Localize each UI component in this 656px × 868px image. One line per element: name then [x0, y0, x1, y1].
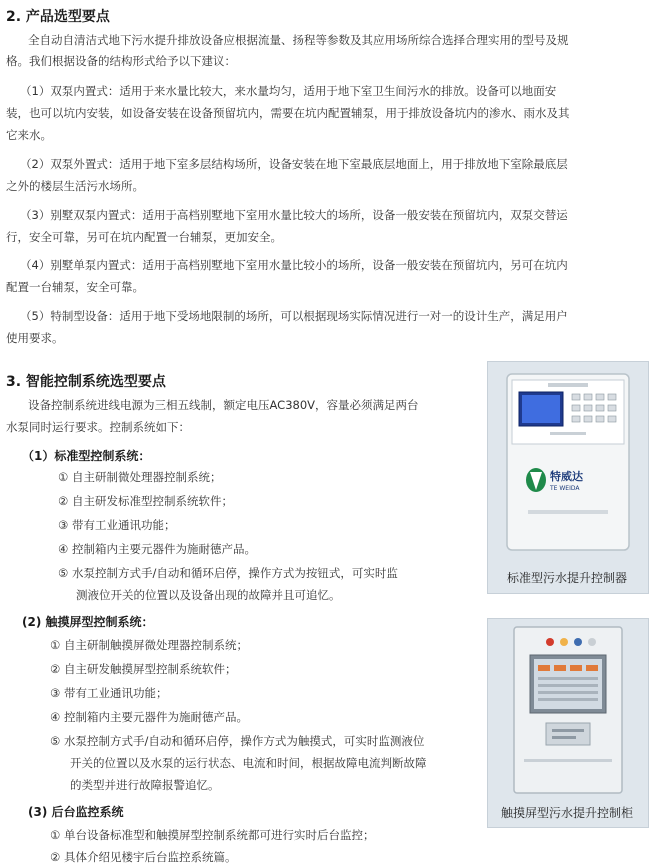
section2-intro-l1: 全自动自清洁式地下污水提升排放设备应根据流量、扬程等参数及其应用场所综合选择合理实用的型号及规: [28, 33, 569, 47]
brand-name-cn: 特威达: [550, 470, 583, 483]
sub1-item-1: ① 自主研制微处理器控制系统；: [58, 470, 222, 484]
sub3-item-2: ② 具体介绍见楼宇后台监控系统篇。: [50, 850, 237, 864]
sub2-item-2: ② 自主研发触摸屏型控制系统软件；: [50, 662, 237, 676]
sub3-title: (3) 后台监控系统: [28, 805, 124, 819]
p5-line2: 使用要求。: [6, 331, 64, 345]
sub2-item-5: ⑤ 水泵控制方式手/自动和循环启停，操作方式为触摸式，可实时监测液位: [50, 734, 425, 748]
sub1-item-3: ③ 带有工业通讯功能；: [58, 518, 176, 532]
section3-title: 3. 智能控制系统选型要点: [6, 374, 166, 390]
p2-line1: （2）双泵外置式：适用于地下室多层结构场所，设备安装在地下室最底层地面上，用于排放地下室除最底层: [20, 157, 568, 171]
figure-standard-controller: [487, 361, 649, 594]
figure2-caption: 触摸屏型污水提升控制柜: [500, 806, 633, 820]
p4-line1: （4）别墅单泵内置式：适用于高档别墅地下室用水量比较小的场所，设备一般安装在预留坑内，另可在坑内: [20, 258, 568, 272]
sub1-item-5-cont: 测液位开关的位置以及设备出现的故障并且可追忆。: [76, 588, 341, 602]
sub1-item-2: ② 自主研发标准型控制系统软件；: [58, 494, 233, 508]
section3-intro-l1: 设备控制系统进线电源为三相五线制，额定电压AC380V，容量必须满足两台: [28, 398, 419, 412]
figure1-caption: 标准型污水提升控制器: [506, 571, 627, 585]
p2-line2: 之外的楼层生活污水场所。: [6, 179, 144, 193]
touchscreen-cabinet-image: [488, 619, 648, 799]
sub2-item-5-cont2: 的类型并进行故障报警追忆。: [70, 778, 220, 792]
sub2-item-1: ① 自主研制触摸屏微处理器控制系统；: [50, 638, 248, 652]
p5-line1: （5）特制型设备：适用于地下受场地限制的场所，可以根据现场实际情况进行一对一的设计生产，满足用户: [20, 309, 568, 323]
sub1-item-4: ④ 控制箱内主要元器件为施耐德产品。: [58, 542, 256, 556]
p3-line2: 行，安全可靠，另可在坑内配置一台辅泵，更加安全。: [6, 230, 282, 244]
section2-title: 2. 产品选型要点: [6, 9, 110, 25]
sub1-item-5: ⑤ 水泵控制方式手/自动和循环启停，操作方式为按钮式，可实时监: [58, 566, 398, 580]
sub2-item-5-cont1: 开关的位置以及水泵的运行状态、电流和时间，根据故障电流判断故障: [70, 756, 427, 770]
standard-controller-image: [488, 362, 648, 552]
p3-line1: （3）别墅双泵内置式：适用于高档别墅地下室用水量比较大的场所，设备一般安装在预留坑内，双泵交替运: [20, 208, 568, 222]
p1-line3: 它来水。: [6, 128, 52, 142]
section2-intro-l2: 格。我们根据设备的结构形式给予以下建议：: [6, 54, 236, 68]
sub3-item-1: ① 单台设备标准型和触摸屏型控制系统都可进行实时后台监控；: [50, 828, 375, 842]
p1-line2: 装，也可以坑内安装，如设备安装在设备预留坑内，需要在坑内配置辅泵，用于排放设备坑内的渗水、雨水及其: [6, 106, 570, 120]
p1-line1: （1）双泵内置式：适用于来水量比较大，来水量均匀，适用于地下室卫生间污水的排放。设备可以地面安: [20, 84, 557, 98]
p4-line2: 配置一台辅泵，安全可靠。: [6, 280, 144, 294]
sub2-title: (2) 触摸屏型控制系统：: [22, 615, 154, 629]
section3-intro-l2: 水泵同时运行要求。控制系统如下：: [6, 420, 190, 434]
sub2-item-4: ④ 控制箱内主要元器件为施耐德产品。: [50, 710, 248, 724]
sub2-item-3: ③ 带有工业通讯功能；: [50, 686, 168, 700]
sub1-title: （1）标准型控制系统：: [22, 449, 151, 463]
figure-touchscreen-cabinet: [487, 618, 649, 828]
brand-name-en: TE WEIDA: [550, 485, 580, 492]
